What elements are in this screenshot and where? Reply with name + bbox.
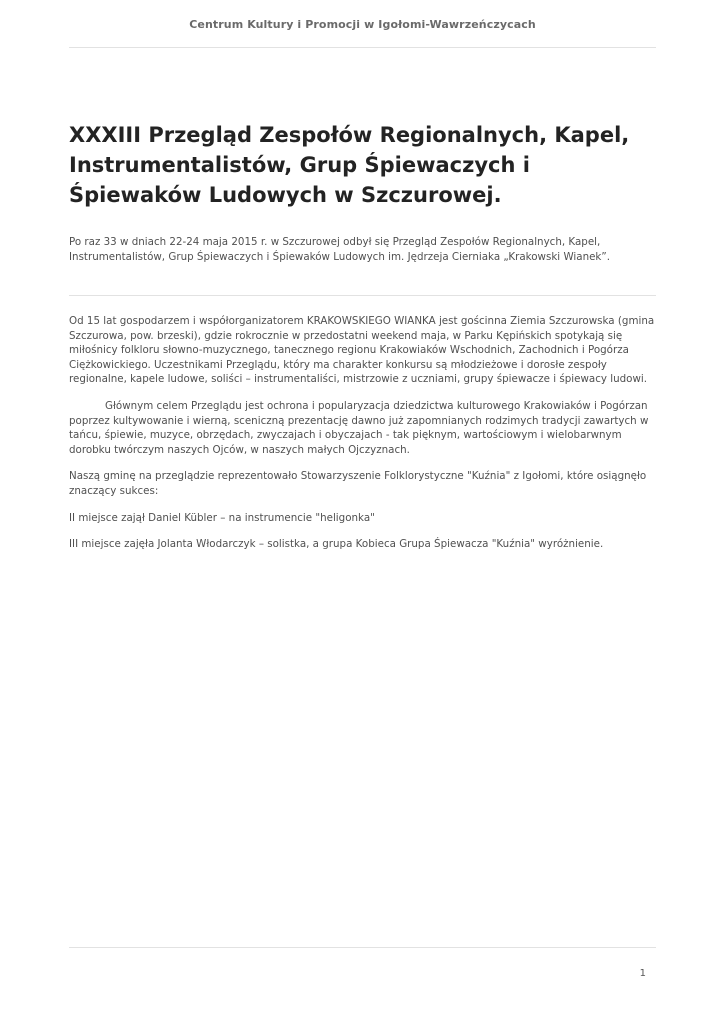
body-paragraph: Naszą gminę na przeglądzie reprezentowało Stowarzyszenie Folklorystyczne "Kuźnia" z Igołomi, które osiągnęło znaczący sukces:	[69, 470, 647, 497]
page-number: 1	[639, 968, 646, 979]
header-divider	[69, 47, 656, 48]
lead-divider	[69, 295, 656, 296]
article-body	[69, 314, 661, 564]
body-paragraph: Od 15 lat gospodarzem i współorganizatorem KRAKOWSKIEGO WIANKA jest gościnna Ziemia Szczurowska (gmina Szczurowa, pow. brzeski), gdzie rokrocznie w przedostatni weekend maja, w Parku Kępińskich spotykają się miłośnicy folkloru słowno-muzycznego, tanecznego regionu Krakowiaków Wschodnich, Zachodnich i Pogórza Ciężkowickiego. Uczestnikami Przeglądu, który ma charakter konkursu są młodzieżowe i dorosłe zespoły regionalne, kapele ludowe, soliści – instrumentaliści, mistrzowie z uczniami, grupy śpiewacze i śpiewacy ludowi.	[69, 315, 655, 386]
article-title: XXXIII Przegląd Zespołów Regionalnych, Kapel, Instrumentalistów, Grup Śpiewaczych i Śpiewaków Ludowych w Szczurowej.	[69, 123, 630, 207]
site-name-header: Centrum Kultury i Promocji w Igołomi-Wawrzeńczycach	[189, 18, 536, 31]
footer-divider	[69, 947, 656, 948]
result-second-place: II miejsce zajął Daniel Kübler – na instrumencie "heligonka"	[69, 511, 375, 524]
article-lead: Po raz 33 w dniach 22-24 maja 2015 r. w Szczurowej odbył się Przegląd Zespołów Regionalnych, Kapel, Instrumentalistów, Grup Śpiewaczych i Śpiewaków Ludowych im. Jędrzeja Cierniaka „Krakowski Wianek”.	[69, 236, 610, 263]
body-paragraph: Głównym celem Przeglądu jest ochrona i popularyzacja dziedzictwa kulturowego Krakowiaków i Pogórzan poprzez kultywowanie i wierną, sceniczną prezentację dawno już zapomnianych rodzimych tradycji zawartych w tańcu, śpiewie, muzyce, obrzędach, zwyczajach i obyczajach - tak pięknym, wartościowym i wielobarwnym dorobku twórczym naszych Ojców, w naszych małych Ojczyznach.	[69, 399, 649, 456]
result-third-place: III miejsce zajęła Jolanta Włodarczyk – solistka, a grupa Kobieca Grupa Śpiewacza "Kuźnia" wyróżnienie.	[69, 538, 604, 551]
